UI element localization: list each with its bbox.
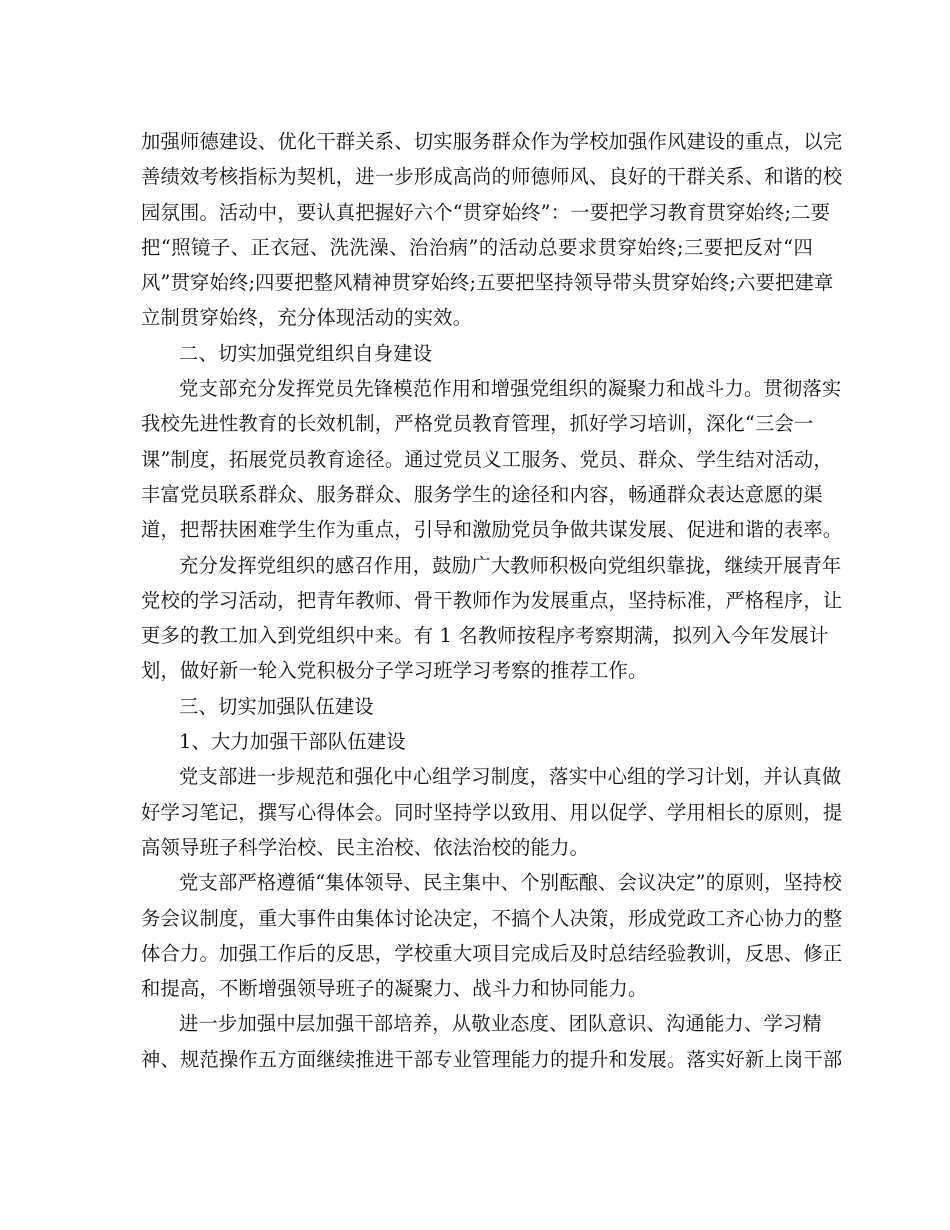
text-line: 加强师德建设、优化干群关系、切实服务群众作为学校加强作风建设的重点，以完	[141, 130, 843, 153]
text-line: 立制贯穿始终，充分体现活动的实效。	[141, 306, 473, 330]
text-line: 1、大力加强干部队伍建设	[179, 730, 406, 754]
paragraph	[141, 124, 843, 336]
text-line: 好学习笔记，撰写心得体会。同时坚持学以致用、用以促学、学用相长的原则，提	[141, 800, 843, 824]
section-heading	[141, 689, 813, 724]
text-line: 务会议制度，重大事件由集体讨论决定，不搞个人决策，形成党政工齐心协力的整	[141, 906, 843, 930]
paragraph	[141, 1006, 843, 1077]
text-line: 党支部进一步规范和强化中心组学习制度，落实中心组的学习计划，并认真做	[179, 765, 842, 789]
text-line: 更多的教工加入到党组织中来。有 1 名教师按程序考察期满，拟列入今年发展计	[141, 624, 829, 648]
text-line: 划，做好新一轮入党积极分子学习班学习考察的推荐工作。	[141, 659, 648, 683]
text-line: 党支部严格遵循“集体领导、民主集中、个别酝酿、会议决定”的原则，坚持校	[179, 871, 842, 895]
section-heading	[141, 724, 813, 759]
text-line: 三、切实加强队伍建设	[179, 694, 374, 718]
text-line: 党校的学习活动，把青年教师、骨干教师作为发展重点，坚持标准，严格程序，让	[141, 588, 843, 612]
text-line: 二、切实加强党组织自身建设	[179, 341, 433, 365]
document-body	[141, 124, 843, 1077]
text-line: 体合力。加强工作后的反思，学校重大项目完成后及时总结经验教训，反思、修正	[141, 941, 843, 965]
text-line: 丰富党员联系群众、服务群众、服务学生的途径和内容，畅通群众表达意愿的渠	[141, 482, 823, 506]
section-heading	[141, 336, 813, 371]
text-line: 课”制度，拓展党员教育途径。通过党员义工服务、党员、群众、学生结对活动，	[141, 447, 833, 471]
text-line: 风”贯穿始终;四要把整风精神贯穿始终;五要把坚持领导带头贯穿始终;六要把建章	[141, 271, 834, 295]
text-line: 道，把帮扶困难学生作为重点，引导和激励党员争做共谋发展、促进和谐的表率。	[141, 518, 843, 542]
text-line: 党支部充分发挥党员先锋模范作用和增强党组织的凝聚力和战斗力。贯彻落实	[179, 377, 842, 401]
paragraph	[141, 548, 843, 689]
text-line: 充分发挥党组织的感召作用，鼓励广大教师积极向党组织靠拢，继续开展青年	[179, 553, 842, 577]
text-line: 和提高，不断增强领导班子的凝聚力、战斗力和协同能力。	[141, 977, 648, 1001]
text-line: 进一步加强中层加强干部培养，从敬业态度、团队意识、沟通能力、学习精	[179, 1012, 822, 1036]
text-line: 把“照镜子、正衣冠、洗洗澡、治治病”的活动总要求贯穿始终;三要把反对“四	[141, 235, 813, 259]
text-line: 园氛围。活动中，要认真把握好六个“贯穿始终”：一要把学习教育贯穿始终;二要	[141, 200, 831, 224]
paragraph	[141, 865, 843, 1006]
paragraph	[141, 759, 843, 865]
text-line: 善绩效考核指标为契机，进一步形成高尚的师德师风、良好的干群关系、和谐的校	[141, 165, 843, 189]
text-line: 我校先进性教育的长效机制，严格党员教育管理，抓好学习培训，深化“三会一	[141, 412, 814, 436]
text-line: 高领导班子科学治校、民主治校、依法治校的能力。	[141, 835, 590, 859]
text-line: 神、规范操作五方面继续推进干部专业管理能力的提升和发展。落实好新上岗干部	[141, 1047, 843, 1071]
paragraph	[141, 371, 843, 547]
